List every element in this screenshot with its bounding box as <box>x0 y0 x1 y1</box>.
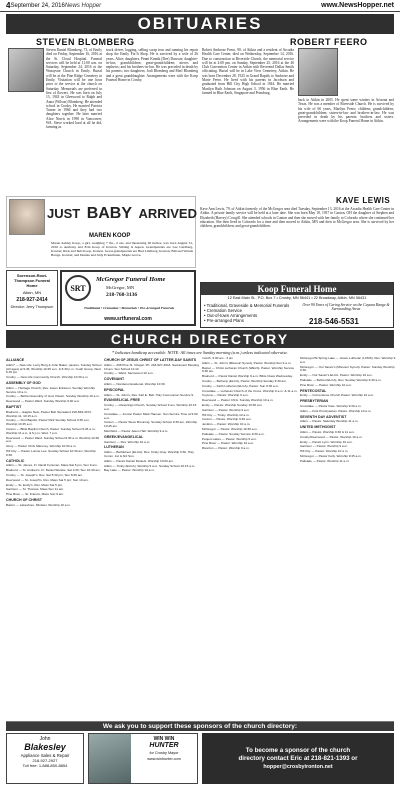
mcgregor-name: McGregor Funeral Home <box>96 276 166 283</box>
directory-heading: LUTHERAN <box>104 445 124 450</box>
directory-entry: Bay Lake — Pastor. Worship 10 a.m. <box>104 468 155 473</box>
directory-entry: Deerwood — Pastor Chris. Sunday Worship 10 a.m. <box>202 398 274 403</box>
directory-entry: Pequot Lakes — Pastor. Worship 9 a.m. <box>202 436 257 441</box>
obit-photo-blomberg <box>8 48 44 92</box>
directory-heading: UNITED METHODIST <box>300 425 336 430</box>
directory-entry: Aitkin — Heritage Church, Rev. Jason Erickson. Sunday Worship Service 10 a.m. <box>6 385 95 394</box>
koop-phone: 218-546-5531 <box>309 317 359 326</box>
baby-name: MAREN KOOP <box>89 233 131 239</box>
directory-entry: Ironton — Pastor Steve Brenning. Sunday School 9:30 am, Worship 10:45 am. <box>104 420 197 429</box>
directory-entry: Baxter — Christ Lutheran Church (WELS). Pastor. Worship Service 9:30 am. <box>202 365 295 374</box>
obit-text-feero-2: back to Aitkin in 2005. He spent some winters in Arizona and Texas. He was a member of Riverside Church. He is survived by his wife of 60 years, Marilyn Feero; children; grandchildren; great-grandchildren; sisters-in-law and brothers-in-law. He was preceded in death by his parents; brothers and sisters. Arrangements were with the Koop Funeral Home in Aitkin. <box>298 98 394 124</box>
directory-column-2 <box>104 357 200 719</box>
srt-logo: SRT <box>65 275 91 301</box>
directory-entry: Riverton — Pastor. Worship 9 a.m. <box>202 446 250 451</box>
sponsor-hunter-photo <box>89 734 131 783</box>
koop-slogan: Over 90 Years of Caring Service on the Cuyuna Range & Surrounding Areas <box>302 303 390 311</box>
directory-entry: Crosslake — Lutheran Church of the Cross. Worship 9 a.m. & 11 a.m. <box>202 388 298 393</box>
directory-heading: SEVENTH DAY ADVENTIST <box>300 414 347 419</box>
directory-entry: Crosslake — Pastor Kate. Worship 9:30 a.m. <box>300 403 362 408</box>
directory-heading: CHURCH OF JESUS CHRIST OF LATTER-DAY SAINTS <box>104 358 197 362</box>
directory-entry: Deerwood — Pastor Ward. Sunday School 9:30 a.m. Worship 10:30 a.m. <box>6 435 100 444</box>
baby-photo <box>9 199 45 235</box>
sponsor-hunter[interactable] <box>88 733 198 784</box>
become-sponsor-line2: directory contact Eric at 218-821-1393 or <box>238 754 358 762</box>
koop-name: Koop Funeral Home <box>201 283 393 295</box>
church-note: * Indicates handicap accessible. NOTE: All times are Sunday morning (a.m.) unless indicated otherwise. <box>112 350 288 355</box>
directory-entry: Brainerd — Pastor Daniel Worship 9 a.m. Bible Class Wednesday. <box>202 374 293 379</box>
koop-services <box>204 303 289 323</box>
sponsor-blakesley-name: Blakesley <box>24 742 66 752</box>
directory-entry: Cuyuna — Pastor. Worship 9 a.m. <box>202 393 249 398</box>
baby-announcement <box>6 196 196 268</box>
directory-heading: CHURCH OF CHRIST <box>6 497 42 502</box>
obit-text-blomberg-2: truck driver, logging, selling scrap iron and running his repair shop the Emily Fix-It Shop. He is survived by a wife of 26 years, Alice; daughters, Penni Kinnik (Dee) Dawson; daughter-in-law; grandchildren; great-grandchildren; nieces and nephews; and his brothers-in-law. He was preceded in death by his parents; two daughters; Jodi Blomberg and Merl Blomberg and a great granddaughter. Arrangements were with the Koop Funeral Home in Crosby. <box>106 48 198 83</box>
paper-name: News Hopper <box>64 2 102 9</box>
directory-entry: McGregor — Pastor Kelly. Worship 9:45 a.m. <box>300 453 362 458</box>
baby-word: BABY <box>86 205 133 222</box>
directory-column-3 <box>202 357 298 719</box>
church-directory-title: CHURCH DIRECTORY <box>110 331 290 347</box>
directory-entry: Merrifield — Pastor Jason Hall. Worship 9 a.m. <box>104 428 169 433</box>
directory-heading: EVANGELICAL FREE <box>104 398 141 403</box>
mcgregor-phone: 218-768-3136 <box>106 292 138 298</box>
become-sponsor-email[interactable]: hopper@crosbyironton.net <box>263 763 333 770</box>
obit-text-feero-1: Robert Ambrose Feero, 90, of Aitkin and a resident of Arcadia Health Care Center, died on Wednesday, September 14, 2016. Due to construction at Riverside Church, the memorial service will be at 2:00 pm. on Sunday, September 25, 2016 at the 40 Club Convention Center in Aitkin with Reverend Dallas Smith officiating. Burial will be in Lake View Cemetery, Aitkin. He was born December 28, 1925 in Grand Rapids to Ambrose and Marie Feero. He lived with his parents in Jacobson and graduated from Hill City High School in 1944. He married Marilyn Ruth Johnson on August 3, 1956 in Blue Earth. He farmed in Blue Earth, Singapore and Prinsburg. <box>202 48 294 95</box>
directory-entry: Pine River — Pastor. Worship 10 a.m. <box>300 382 353 387</box>
site-url[interactable]: www.NewsHopper.net <box>321 2 394 9</box>
obit-text-lewis: Kave Ann Lewis, 79, of Aitkin formerly of the McGregor area died Tuesday, September 13, 2016 at the Arcadia Health Care Center in Aitkin. A private family service will be held at a later date. She was born May 18, 1937 in Canton, OH the daughter of Stephen and Elizabeth (Harvey) Cowgill. She attended schools in Canton and then she moved with her family to Colorado where she continued her education. She then lived in Colorado for a time and then moved to Aitkin, MN and then to McGregor area. She is survived by her children, grandchildren; and great-grandchildren. <box>200 207 394 229</box>
directory-heading: ASSEMBLY OF GOD <box>6 380 41 385</box>
directory-entry: Brainerd — St. Andrew's, Fr. Daniel Weiske. Sat 4:30; Sun 10:30 am. <box>6 468 101 473</box>
obit-name-lewis: KAVE LEWIS <box>336 196 391 205</box>
mcgregor-city: McGregor, MN <box>106 285 135 290</box>
sorenson-phone: 218-927-2414 <box>16 297 48 303</box>
directory-entry: Crosby — Bethel Assembly of God, Pastor. Sunday Worship 10 a.m. <box>6 394 100 399</box>
directory-heading: EPISCOPAL <box>104 387 125 392</box>
directory-entry: Ironton — Pastor. Worship 9:30 a.m. <box>202 417 252 422</box>
directory-entry: Aitkin* — New Life: Larry Burg & John Baker, pastors. Sunday School (All ages) at 9:45, Worship 10:45 a.m. & 6:30 p.m. Youth Group, Wed 6:15 pm. <box>6 362 102 375</box>
mcgregor-ad[interactable] <box>60 270 196 326</box>
directory-entry: Crosslake — Ironton Pastor Mark Hansen. Sun Service Time at 9:00 a.m. <box>104 411 198 420</box>
issue-date: September 24, 2016 <box>10 2 65 9</box>
sponsor-hunter-web: www.winhunter.com <box>147 757 181 761</box>
directory-entry: Crosby — First Baptist, Pastor Rick Sunday School 9:30 a.m. Worship 10:45 a.m. <box>6 418 90 427</box>
koop-address: 12 East Main St., P.O. Box 7 • Crosby, MN 56441 • 22 Broadway, Aitkin, MN 56431 <box>227 296 367 300</box>
obit-photo-feero <box>298 48 338 96</box>
sponsor-blakesley-tollfree: Toll free: 1-888-850-8854 <box>22 763 68 768</box>
directory-heading: COVENANT <box>104 377 125 382</box>
directory-entry: Palisade — Pastor. Worship 11 a.m. <box>300 458 350 463</box>
directory-entry: Palisade — Bethel (ELCA), Rev. Sunday Worship 9:30 a.m. <box>300 377 382 382</box>
directory-entry: Crosby — Ward. Sacrament 10 a.m. <box>104 371 154 376</box>
directory-heading: GREEK/EVANGELICAL <box>104 434 144 439</box>
directory-entry: Pine River — St. Francis, Mass Sun 9 am. <box>6 492 64 497</box>
directory-entry: Aitkin — First Presbyterian. Pastor. Worship 10 a.m. <box>300 408 372 413</box>
page-header <box>0 0 400 12</box>
koop-service: • Pre-arranged Plans <box>204 318 244 323</box>
obituaries-title: OBITUARIES <box>137 14 263 33</box>
directory-entry: Deerwood — Pastor Ward. Sunday Worship 9:30 a.m. <box>6 399 81 404</box>
obit-lewis <box>200 196 394 268</box>
sorenson-director: Director: Jerry Thompson <box>10 305 54 309</box>
directory-entry: Pine River — Pastor. Worship 10 a.m. <box>202 441 255 446</box>
directory-entry: Hill City — Pastor Lonnie Lee. Sunday School 10:30 am, Worship 9:30. <box>6 448 96 457</box>
directory-entry: Aitkin — St. John's, Rev. Karl E. Bell. Holy Communion Service 9. <box>104 392 194 397</box>
baby-heading <box>47 199 197 229</box>
directory-column-4 <box>300 357 396 719</box>
directory-entry: Garrison — St. Thomas, Mass Sun 11 am. <box>6 487 64 492</box>
church-directory-banner <box>6 330 394 348</box>
directory-entry: Glory — Pastor Chris Maroney. Worship 10:30 a.m. <box>6 444 77 449</box>
directory-entry: Crosby/Deerwood — Pastor. Worship 10 a.m. <box>300 434 363 439</box>
directory-entry: month, 9:30 am - 3 pm <box>202 357 234 360</box>
directory-entry: Aitkin — Pastor. Worship 9:30 & 11 a.m. <box>300 429 355 434</box>
arrived-word: ARRIVED <box>138 206 197 221</box>
sponsor-blakesley-desc: Appliance Sales & Repair <box>20 753 70 758</box>
directory-entry: Emily — Pastor. Worship Sunday 10:30 a.m. <box>202 402 263 407</box>
directory-entry: Aitkin — Pastor Daniel Daniels. Worship 10:00 am. <box>104 458 174 463</box>
directory-heading: CATHOLIC <box>6 458 25 463</box>
directory-entry: Aitkin — Pastor. Saturday Worship 11 a.m. <box>300 419 359 424</box>
sponsor-section <box>6 721 394 785</box>
mcgregor-tagline: Traditional • Cremation • Memorials • Pre-Arranged Funerals <box>83 306 175 310</box>
directory-heading: BAPTIST <box>6 404 22 409</box>
directory-entry: Garrison — Rev. Worship 10 a.m. <box>104 439 151 444</box>
directory-entry: Jenkins — Pastor. Worship 10 a.m. <box>202 422 251 427</box>
become-sponsor-line1: To become a sponsor of the church <box>245 746 351 754</box>
directory-entry: McGregor — Pastor. Worship 10:30 a.m. <box>202 426 258 431</box>
obit-name-blomberg: STEVEN BLOMBERG <box>36 37 135 47</box>
sponsor-blakesley-phone: 218-927-2927 <box>32 758 58 763</box>
directory-entry: Crosby — New Life Community Church, Worship 10:30 a.m. <box>6 375 89 380</box>
directory-entry: Deerwood — St. Joseph's, Rev. Mass Sat 5 pm; Sun 10 am. <box>6 477 89 482</box>
become-sponsor-box[interactable] <box>202 733 394 784</box>
page-number: 4 <box>6 1 11 10</box>
baby-text: Maren Ashley Koop, a girl, weighing 7 lbs., 4 ozs. and measuring 20 inches, was born August 31, 2016 to Anthony and Erin Koop of Ironton. Sibling is Aspen. Grandparents are Lee Lindberg, Ironton; Rick and Deb Koop, Ironton. Great-grandparents are Bud Lindberg, Ironton; Bill and Wanda Bonge, Ironton; and Dennis and Judy Eckermann, Maple Grove. <box>51 241 193 258</box>
directory-entry: Crosby — Bethany (ELCA), Pastor. Worship Sunday 9:30 am. <box>202 378 287 383</box>
directory-entry: Aitkin — St. John's (Missouri Synod), Pastor. Worship Sun 9 a.m. <box>202 360 292 365</box>
directory-entry: Emily — Cornerstone Church Pastor. Worship 10 a.m. <box>300 393 375 398</box>
sponsor-hunter-name: HUNTER <box>149 742 179 749</box>
sponsor-title: We ask you to support these sponsors of the church directory: <box>6 722 394 731</box>
directory-entry: McGregor — Our Savior's (Missouri Synod). Pastor. Sunday Worship 9:30. <box>300 364 395 373</box>
sorenson-title: Sorenson-Root-Thompson Funeral Home <box>14 273 50 288</box>
koop-ad[interactable] <box>200 282 394 328</box>
directory-entry: Aitkin — Nondenominational. Worship 10:30. <box>104 381 166 386</box>
mcgregor-web[interactable]: www.srtfuneral.com <box>104 316 152 322</box>
sorenson-city: Aitkin, MN <box>22 290 42 295</box>
directory-entry: Aitkin — Trinity (ELCA). Worship 9 a.m. Sunday School 10:15 a.m. <box>104 463 196 468</box>
directory-heading: ALLIANCE <box>6 358 25 362</box>
sponsor-blakesley[interactable] <box>6 733 84 784</box>
sponsor-hunter-vote: WIN WIN <box>153 736 175 742</box>
koop-service: • Traditional, Graveside & Memorial Funerals <box>204 303 290 308</box>
directory-entry: Ironton — Bible Baptist Church, Pastor. Sunday School 9:45 a.m.; Worship 11 a.m. & 6 p.m. Wed. 7 p.m. <box>6 426 97 435</box>
directory-entry: Garrison — Pastor. Worship 9 a.m. <box>300 444 348 449</box>
directory-entry: Hill City — Trinity. Worship 10 a.m. <box>202 412 250 417</box>
obit-name-feero: ROBERT FEERO <box>290 37 368 47</box>
directory-entry: McGregor/St Spring Lake — Grace Lutheran (LCMS). Rev. Worship 9 a.m. <box>300 357 396 364</box>
directory-entry: Emily — St. Emily's, Rev. Mass Sat 5 pm. <box>6 482 63 487</box>
directory-entry: Crosby — Lifesprings Church, Sunday School 9 am, Worship 10:15 a.m. <box>104 403 197 411</box>
directory-entry: Crosby — Faith Lutheran (ELCA), Pastor. Sun 9:30 a.m. <box>202 383 280 388</box>
directory-heading: PRESBYTERIAN <box>300 399 329 404</box>
koop-service: • Out-of-town Arrangements <box>204 313 258 318</box>
sponsor-blakesley-first: John <box>39 736 51 742</box>
directory-column-1 <box>6 357 102 719</box>
directory-entry: Garrison — Pastor. Worship 9 a.m. <box>202 407 250 412</box>
directory-entry: Aitkin — 206 Pine St. Chapel. Ph. 218-927-4616. Sacrament Meeting 10 am. Sun School 11:10. <box>104 362 199 371</box>
directory-entry: Emily — Our Savior's ELCA. Pastor. Worship 10 a.m. <box>300 373 373 378</box>
sorenson-ad[interactable] <box>6 270 58 326</box>
directory-entry: Baxter — Lakeshore, Minister. Worship 10 a.m. <box>6 502 71 507</box>
just-word: JUST <box>47 206 81 221</box>
directory-entry: Palisade — Pastor. Sunday Service 9:30 a.m. <box>202 431 265 436</box>
obituaries-banner <box>6 14 394 34</box>
sponsor-hunter-office: for Crosby Mayor <box>149 751 179 755</box>
directory-entry: Aitkin — Bethlehem (ELCA): Rev. Cindy Gray. Worship 9:30, Holy Comm. 1st & 3rd Sun. <box>104 450 194 458</box>
directory-entry: Aitkin — St. James, Fr. David Forsman. Mass Sat 5 pm, Sun 9 am. <box>6 463 98 468</box>
directory-entry: Crosby — St. Joseph's, Rev. Sat 5:30 pm; Sun 8:30 am. <box>6 472 83 477</box>
koop-service: • Cremation Service <box>204 308 243 313</box>
obit-text-blomberg-1: Steven Daniel Blomberg, 73, of Emily died on Friday, September 16, 2016 at the St. Cloud Hospital. Funeral services will be held at 11:00 a.m. on Saturday, September 24, 2016 at the Wasayson Church in Emily. Burial will be at the Pine Ridge Cemetery in Emily. Visitation will be one hour prior to the service at the church on Saturday. Memorials are preferred in lieu of flowers. He was born on July 13, 1943 in Glenwood to Ralph and Anna (Wilson) Blomberg. He attended school in Crosby. He married Patricia Turner in 1966 and they had two daughters together. He later married Alice Norris in 1990 in Vancouver, WA. Steve worked hard at all he did, farming as <box>46 48 102 130</box>
directory-heading: PENTECOSTAL <box>300 388 327 393</box>
directory-entry: Hill City — Pastor. Worship 10 a.m. <box>300 449 349 454</box>
directory-entry: Brainerd — Eagles Nest, Pastor Bob Stensland 218-829-4372. Worship 11, 10:15 a.m. <box>6 409 92 418</box>
directory-entry: Emily — Pastor Lynn. Worship 10 a.m. <box>300 439 353 444</box>
